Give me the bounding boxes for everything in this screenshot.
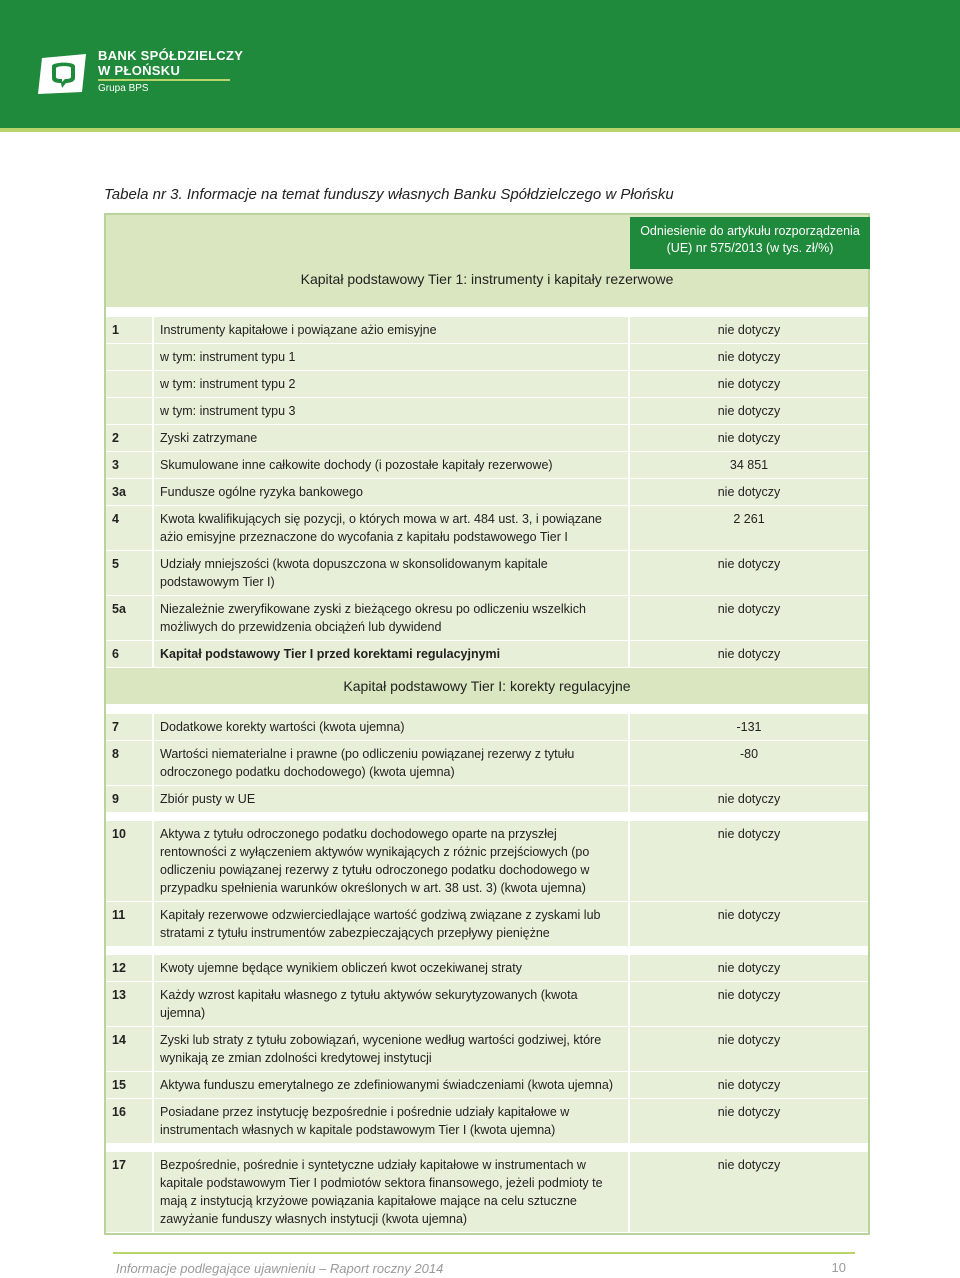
table-row	[106, 786, 868, 813]
row-value: nie dotyczy	[630, 1099, 868, 1143]
row-description: Aktywa z tytułu odroczonego podatku dochodowego oparte na przyszłej rentowności z wyłączeniem aktywów wynikających z różnic przejściowych (po odliczeniu powiązanej rezerwy z tytułu odroczonego podatku dochodowego w przypadku spełnienia warunków określonych w art. 38 ust. 3) (kwota ujemna)	[154, 821, 630, 901]
table-row	[106, 902, 868, 947]
row-number	[106, 398, 154, 424]
row-description: Kapitały rezerwowe odzwierciedlające wartość godziwą związane z zyskami lub stratami z tytułu instrumentów zabezpieczających przepływy pieniężne	[154, 902, 630, 946]
section1-body	[106, 317, 868, 668]
table-row	[106, 506, 868, 551]
row-value: nie dotyczy	[630, 551, 868, 595]
logo-divider	[98, 79, 230, 81]
own-funds-table	[104, 213, 870, 1235]
table-row	[106, 344, 868, 371]
table-row	[106, 1099, 868, 1144]
row-number: 16	[106, 1099, 154, 1143]
row-number: 4	[106, 506, 154, 550]
row-number: 1	[106, 317, 154, 343]
table-row	[106, 398, 868, 425]
table-row	[106, 714, 868, 741]
row-value: nie dotyczy	[630, 786, 868, 812]
table-row	[106, 1027, 868, 1072]
spacer	[106, 947, 868, 955]
row-number: 3a	[106, 479, 154, 505]
table-row	[106, 425, 868, 452]
row-value: nie dotyczy	[630, 1072, 868, 1098]
table-header	[106, 215, 868, 309]
row-value: nie dotyczy	[630, 596, 868, 640]
row-description: Udziały mniejszości (kwota dopuszczona w skonsolidowanym kapitale podstawowym Tier I)	[154, 551, 630, 595]
row-value: 2 261	[630, 506, 868, 550]
row-value: nie dotyczy	[630, 1027, 868, 1071]
row-description: Zyski zatrzymane	[154, 425, 630, 451]
section-title-tier1-instruments: Kapitał podstawowy Tier 1: instrumenty i kapitały rezerwowe	[300, 271, 674, 287]
table-row	[106, 371, 868, 398]
table-row	[106, 479, 868, 506]
row-description: Zyski lub straty z tytułu zobowiązań, wycenione według wartości godziwej, które wynikają ze zmian zdolności kredytowej instytucji	[154, 1027, 630, 1071]
spacer	[106, 813, 868, 821]
table-row	[106, 596, 868, 641]
row-value: nie dotyczy	[630, 479, 868, 505]
row-description: w tym: instrument typu 2	[154, 371, 630, 397]
row-value: nie dotyczy	[630, 641, 868, 667]
row-description: Kwoty ujemne będące wynikiem obliczeń kwot oczekiwanej straty	[154, 955, 630, 981]
row-number: 17	[106, 1152, 154, 1232]
row-value: nie dotyczy	[630, 425, 868, 451]
row-value: nie dotyczy	[630, 398, 868, 424]
row-value: nie dotyczy	[630, 982, 868, 1026]
row-number: 15	[106, 1072, 154, 1098]
row-description: Kwota kwalifikujących się pozycji, o których mowa w art. 484 ust. 3, i powiązane ażio emisyjne przeznaczone do wycofania z kapitału podstawowego Tier I	[154, 506, 630, 550]
row-description: Niezależnie zweryfikowane zyski z bieżącego okresu po odliczeniu wszelkich możliwych do przewidzenia obciążeń lub dywidend	[154, 596, 630, 640]
row-number: 11	[106, 902, 154, 946]
row-value: nie dotyczy	[630, 955, 868, 981]
row-number: 3	[106, 452, 154, 478]
footer-divider	[113, 1252, 855, 1254]
row-number: 7	[106, 714, 154, 740]
table-row	[106, 1152, 868, 1233]
row-description: Każdy wzrost kapitału własnego z tytułu aktywów sekurytyzowanych (kwota ujemna)	[154, 982, 630, 1026]
row-number: 12	[106, 955, 154, 981]
bank-group-name: Grupa BPS	[98, 83, 149, 94]
row-number: 2	[106, 425, 154, 451]
table-row	[106, 452, 868, 479]
row-description: Aktywa funduszu emerytalnego ze zdefiniowanymi świadczeniami (kwota ujemna)	[154, 1072, 630, 1098]
table-row	[106, 1072, 868, 1099]
row-description: Wartości niematerialne i prawne (po odliczeniu powiązanej rezerwy z tytułu odroczonego podatku dochodowego) (kwota ujemna)	[154, 741, 630, 785]
section2-body	[106, 714, 868, 1233]
row-number	[106, 371, 154, 397]
row-description: Instrumenty kapitałowe i powiązane ażio emisyjne	[154, 317, 630, 343]
table-row	[106, 982, 868, 1027]
row-value: -131	[630, 714, 868, 740]
row-description: Posiadane przez instytucję bezpośrednie i pośrednie udziały kapitałowe w instrumentach własnych w kapitale podstawowym Tier I (kwota ujemna)	[154, 1099, 630, 1143]
row-value: nie dotyczy	[630, 317, 868, 343]
bank-name-line1: BANK SPÓŁDZIELCZY	[98, 48, 244, 63]
spacer	[106, 1144, 868, 1152]
row-value: nie dotyczy	[630, 821, 868, 901]
row-number: 6	[106, 641, 154, 667]
section-title-tier1-adjustments: Kapitał podstawowy Tier I: korekty regulacyjne	[106, 668, 868, 706]
table-row	[106, 551, 868, 596]
row-description: Skumulowane inne całkowite dochody (i pozostałe kapitały rezerwowe)	[154, 452, 630, 478]
spacer	[106, 309, 868, 317]
row-description: Fundusze ogólne ryzyka bankowego	[154, 479, 630, 505]
row-number: 5	[106, 551, 154, 595]
row-value: -80	[630, 741, 868, 785]
row-value: nie dotyczy	[630, 1152, 868, 1232]
table-row	[106, 821, 868, 902]
table-row	[106, 741, 868, 786]
table-row-total	[106, 641, 868, 668]
row-description: w tym: instrument typu 3	[154, 398, 630, 424]
row-description: Bezpośrednie, pośrednie i syntetyczne udziały kapitałowe w instrumentach w kapitale podstawowym Tier I podmiotów sektora finansowego, jeżeli podmioty te mają z instytucją krzyżowe powiązania kapitałowe mające na celu sztuczne zawyżanie funduszy własnych instytucji (kwota ujemna)	[154, 1152, 630, 1232]
row-description: Dodatkowe korekty wartości (kwota ujemna)	[154, 714, 630, 740]
row-description: w tym: instrument typu 1	[154, 344, 630, 370]
page-number: 10	[831, 1260, 846, 1275]
header-accent-stripe	[0, 128, 960, 132]
reference-column-header: Odniesienie do artykułu rozporządzenia (UE) nr 575/2013 (w tys. zł/%)	[630, 217, 870, 269]
row-number: 8	[106, 741, 154, 785]
bank-logo	[36, 48, 276, 98]
table-caption: Tabela nr 3. Informacje na temat funduszy własnych Banku Spółdzielczego w Płońsku	[104, 186, 674, 203]
row-description: Kapitał podstawowy Tier I przed korektami regulacyjnymi	[154, 641, 630, 667]
row-value: nie dotyczy	[630, 902, 868, 946]
row-number: 13	[106, 982, 154, 1026]
row-description: Zbiór pusty w UE	[154, 786, 630, 812]
bank-logo-icon	[36, 52, 92, 96]
table-row	[106, 317, 868, 344]
footer-text: Informacje podlegające ujawnieniu – Raport roczny 2014	[116, 1261, 444, 1276]
row-number: 5a	[106, 596, 154, 640]
bank-name-line2: W PŁOŃSKU	[98, 63, 181, 78]
row-value: nie dotyczy	[630, 344, 868, 370]
row-number: 10	[106, 821, 154, 901]
row-number	[106, 344, 154, 370]
row-number: 14	[106, 1027, 154, 1071]
row-value: 34 851	[630, 452, 868, 478]
spacer	[106, 706, 868, 714]
row-number: 9	[106, 786, 154, 812]
table-row	[106, 955, 868, 982]
row-value: nie dotyczy	[630, 371, 868, 397]
